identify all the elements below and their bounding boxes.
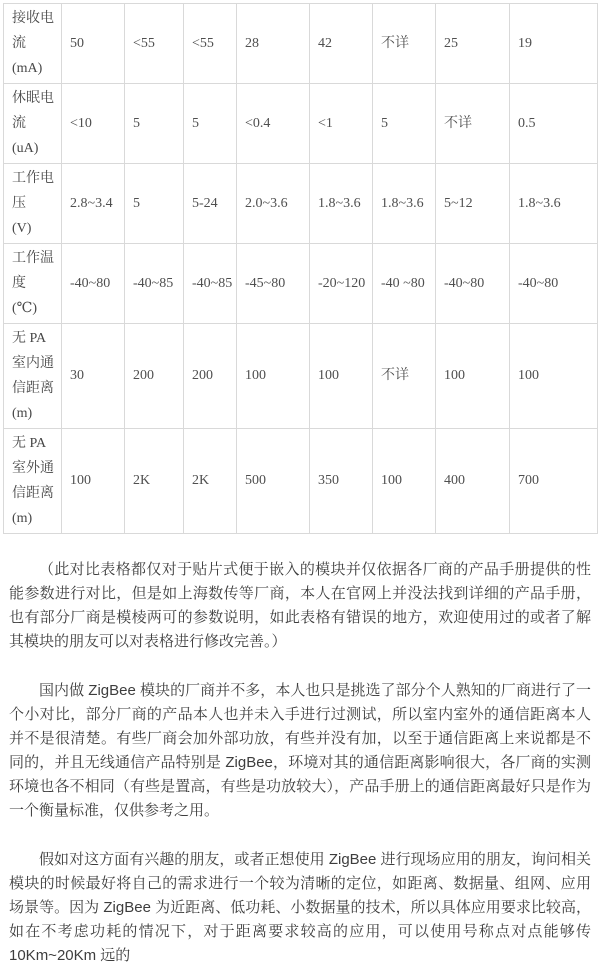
table-row-label: 无 PA 室内通 信距离 (m) <box>4 324 62 429</box>
table-cell: <55 <box>125 4 184 84</box>
table-cell: 400 <box>436 429 510 534</box>
table-cell: 2.0~3.6 <box>237 164 310 244</box>
table-cell: -40~85 <box>125 244 184 324</box>
table-cell: -40~80 <box>62 244 125 324</box>
table-cell: 100 <box>237 324 310 429</box>
table-cell: 5 <box>373 84 436 164</box>
table-cell: 100 <box>62 429 125 534</box>
table-cell: 2.8~3.4 <box>62 164 125 244</box>
table-cell: 25 <box>436 4 510 84</box>
table-cell: 2K <box>125 429 184 534</box>
table-row <box>4 244 598 324</box>
table-cell: -20~120 <box>310 244 373 324</box>
table-cell: 200 <box>184 324 237 429</box>
table-cell: 5~12 <box>436 164 510 244</box>
table-cell: 2K <box>184 429 237 534</box>
table-cell: 5 <box>125 84 184 164</box>
article-body <box>9 558 591 968</box>
table-cell: 100 <box>373 429 436 534</box>
table-cell: 100 <box>436 324 510 429</box>
paragraph-application-advice: 假如对这方面有兴趣的朋友，或者正想使用 ZigBee 进行现场应用的朋友，询问相关模块的时候最好将自己的需求进行一个较为清晰的定位，如距离、数据量、组网、应用场景等。因为 ZigBee 为近距离、低功耗、小数据量的技术，所以具体应用要求比较高，如在不考虑功耗的情况下，对于距离要求较高的应用，可以使用号称点对点能够传 10Km~20Km 远的 <box>9 851 591 964</box>
table-cell: 500 <box>237 429 310 534</box>
article-page <box>0 3 600 964</box>
table-row <box>4 84 598 164</box>
table-cell: 100 <box>510 324 598 429</box>
zigbee-spec-comparison-table <box>3 3 598 534</box>
table-cell: 0.5 <box>510 84 598 164</box>
table-cell: -45~80 <box>237 244 310 324</box>
table-cell: <55 <box>184 4 237 84</box>
table-cell: 700 <box>510 429 598 534</box>
table-cell: 350 <box>310 429 373 534</box>
table-row-label: 工作温 度 (℃) <box>4 244 62 324</box>
paragraph-table-disclaimer: （此对比表格都仅对于贴片式便于嵌入的模块并仅依据各厂商的产品手册提供的性能参数进行对比，但是如上海数传等厂商，本人在官网上并没法找到详细的产品手册，也有部分厂商是模棱两可的参数说明，如此表格有错误的地方，欢迎使用过的或者了解其模块的朋友可以对表格进行修改完善。） <box>9 561 591 650</box>
table-cell: 不详 <box>373 4 436 84</box>
table-cell: -40~85 <box>184 244 237 324</box>
table-cell: 5 <box>184 84 237 164</box>
table-cell: 不详 <box>436 84 510 164</box>
table-cell: -40 ~80 <box>373 244 436 324</box>
paragraph-vendor-comparison-note: 国内做 ZigBee 模块的厂商并不多，本人也只是挑选了部分个人熟知的厂商进行了一个小对比，部分厂商的产品本人也并未入手进行过测试，所以室内室外的通信距离本人并不是很清楚。有些厂商会加外部功放，有些并没有加，以至于通信距离上来说都是不同的，并且无线通信产品特别是 ZigBee，环境对其的通信距离影响很大，各厂商的实测环境也各不相同（有些是置高，有些是功放较大），产品手册上的通信距离最好只是作为一个衡量标准，仅供参考之用。 <box>9 682 591 819</box>
table-row <box>4 429 598 534</box>
table-row-label: 休眠电 流 (uA) <box>4 84 62 164</box>
table-row-label: 无 PA 室外通 信距离 (m) <box>4 429 62 534</box>
table-row-label: 工作电 压 (V) <box>4 164 62 244</box>
table-cell: 42 <box>310 4 373 84</box>
table-cell: 30 <box>62 324 125 429</box>
table-cell: 50 <box>62 4 125 84</box>
table-cell: 1.8~3.6 <box>373 164 436 244</box>
table-cell: -40~80 <box>510 244 598 324</box>
table-cell: 5-24 <box>184 164 237 244</box>
table-row <box>4 164 598 244</box>
table-row <box>4 4 598 84</box>
table-cell: 5 <box>125 164 184 244</box>
table-cell: 19 <box>510 4 598 84</box>
table-cell: 不详 <box>373 324 436 429</box>
table-cell: 200 <box>125 324 184 429</box>
table-cell: 1.8~3.6 <box>310 164 373 244</box>
table-cell: <0.4 <box>237 84 310 164</box>
table-cell: -40~80 <box>436 244 510 324</box>
table-row-label: 接收电 流 (mA) <box>4 4 62 84</box>
table-cell: 1.8~3.6 <box>510 164 598 244</box>
table-cell: 28 <box>237 4 310 84</box>
table-cell: <10 <box>62 84 125 164</box>
table-cell: 100 <box>310 324 373 429</box>
table-cell: <1 <box>310 84 373 164</box>
table-row <box>4 324 598 429</box>
